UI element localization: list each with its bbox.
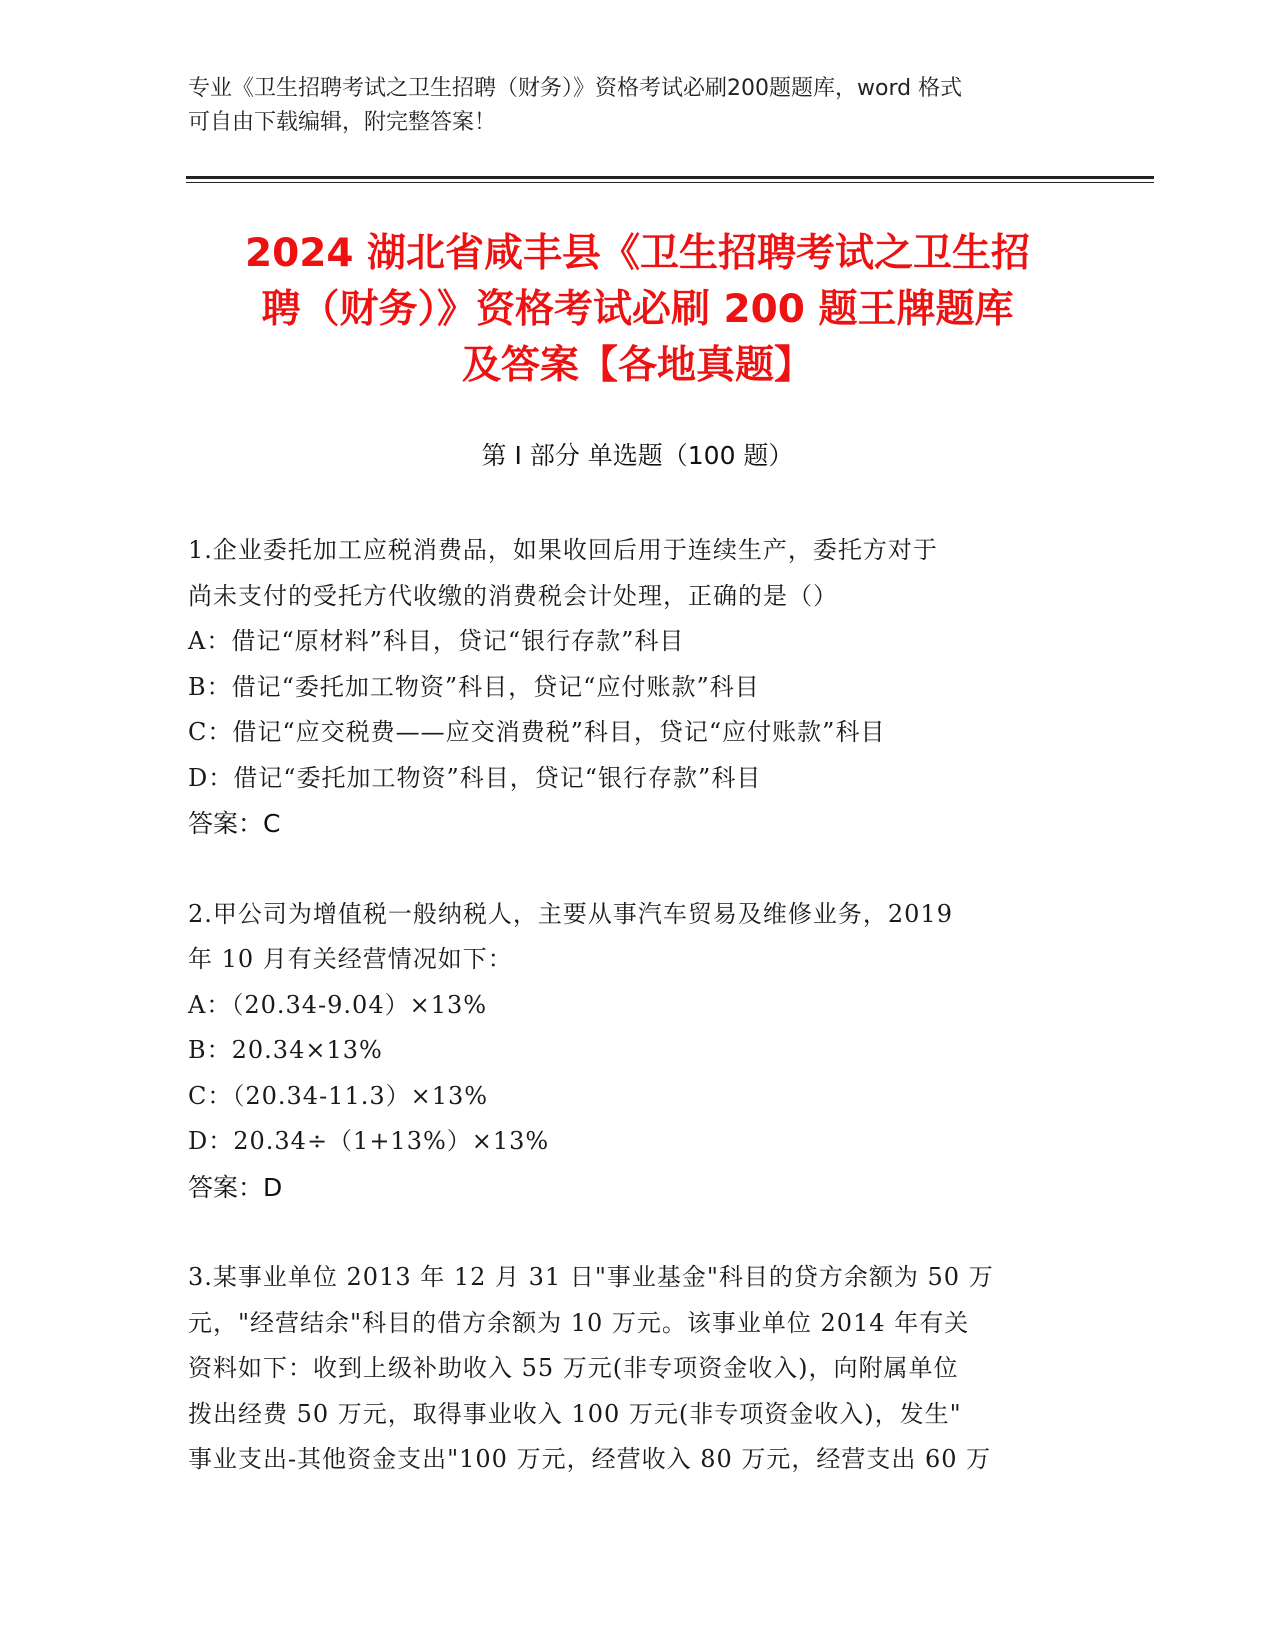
option-d: D：借记“委托加工物资”科目，贷记“银行存款”科目 bbox=[188, 763, 762, 792]
question-stem-line: 1.企业委托加工应税消费品，如果收回后用于连续生产，委托方对于 bbox=[188, 536, 938, 564]
option-c: C：（20.34-11.3）×13% bbox=[188, 1081, 489, 1110]
question-list bbox=[188, 528, 1088, 1528]
question-1 bbox=[188, 528, 1088, 847]
question-stem bbox=[188, 528, 1088, 619]
document-title bbox=[150, 226, 1125, 394]
question-stem-line: 尚未支付的受托方代收缴的消费税会计处理，正确的是（） bbox=[188, 581, 838, 610]
question-3 bbox=[188, 1255, 1088, 1483]
option-b: B：20.34×13% bbox=[188, 1036, 383, 1064]
question-stem-line: 3.某事业单位 2013 年 12 月 31 日"事业基金"科目的贷方余额为 50 万 bbox=[188, 1263, 994, 1291]
option-a: A：借记“原材料”科目，贷记“银行存款”科目 bbox=[188, 627, 685, 655]
option-c: C：借记“应交税费——应交消费税”科目，贷记“应付账款”科目 bbox=[188, 718, 886, 746]
header-note bbox=[188, 72, 1068, 140]
question-stem-line: 事业支出-其他资金支出"100 万元，经营收入 80 万元，经营支出 60 万 bbox=[188, 1445, 992, 1473]
question-stem-line: 年 10 月有关经营情况如下： bbox=[188, 945, 513, 973]
question-stem-line: 拨出经费 50 万元，取得事业收入 100 万元(非专项资金收入)，发生" bbox=[188, 1399, 962, 1428]
document-title-line: 2024 湖北省咸丰县《卫生招聘考试之卫生招 bbox=[244, 231, 1031, 276]
document-title-line: 聘（财务）》资格考试必刷 200 题王牌题库 bbox=[261, 287, 1014, 332]
document-title-line: 及答案【各地真题】 bbox=[461, 343, 813, 388]
question-2 bbox=[188, 892, 1088, 1211]
header-note-line: 专业《卫生招聘考试之卫生招聘（财务）》资格考试必刷200题题库，word 格式 bbox=[188, 76, 963, 101]
question-stem-line: 资料如下：收到上级补助收入 55 万元(非专项资金收入)，向附属单位 bbox=[188, 1354, 959, 1382]
question-stem bbox=[188, 892, 1088, 983]
answer-line: 答案：C bbox=[188, 809, 281, 838]
header-divider-thick bbox=[186, 176, 1154, 179]
answer-line: 答案：D bbox=[188, 1172, 283, 1202]
option-d: D：20.34÷（1+13%）×13% bbox=[188, 1127, 550, 1155]
option-a: A：（20.34-9.04）×13% bbox=[188, 990, 488, 1019]
option-b: B：借记“委托加工物资”科目，贷记“应付账款”科目 bbox=[188, 672, 760, 701]
section-title: 第 I 部分 单选题（100 题） bbox=[481, 441, 794, 470]
header-note-line: 可自由下载编辑，附完整答案！ bbox=[188, 110, 497, 135]
question-stem-line: 2.甲公司为增值税一般纳税人，主要从事汽车贸易及维修业务，2019 bbox=[188, 899, 953, 928]
question-stem bbox=[188, 1255, 1088, 1483]
header-divider-thin bbox=[186, 182, 1154, 183]
question-stem-line: 元，"经营结余"科目的借方余额为 10 万元。该事业单位 2014 年有关 bbox=[188, 1308, 970, 1337]
